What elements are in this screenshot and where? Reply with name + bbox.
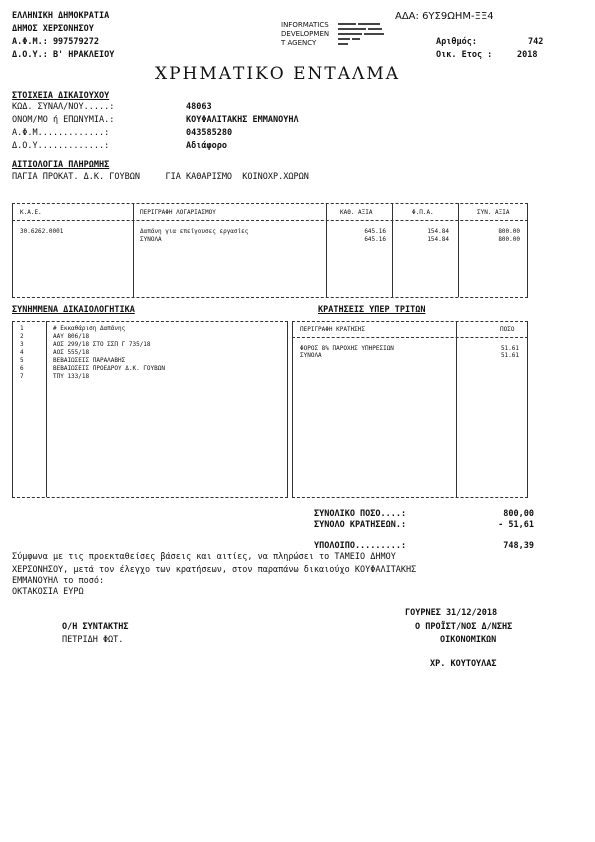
- head-name: ΧΡ. ΚΟΥΤΟΥΛΑΣ: [430, 659, 497, 669]
- document-number: 6: [20, 365, 24, 372]
- withholding-totals-amount: 51.61: [500, 352, 519, 359]
- head-department: ΟΙΚΟΝΟΜΙΚΩΝ: [440, 635, 497, 645]
- remaining-amount: 748,39: [503, 541, 534, 551]
- municipality-name: ΔΗΜΟΣ ΧΕΡΣΟΝΗΣΟΥ: [12, 24, 94, 34]
- remaining-label: ΥΠΟΛΟΙΠΟ.........:: [314, 541, 407, 551]
- logo-line-3: T AGENCY: [281, 39, 317, 47]
- beneficiary-name-label: ΟΝΟΜ/ΜΟ ή ΕΠΩΝΥΜΙΑ.:: [12, 115, 115, 125]
- reason-heading: ΑΙΤΙΟΛΟΓΙΑ ΠΛΗΡΩΜΗΣ: [12, 160, 110, 170]
- col-header-total: ΣΥΝ. ΑΞΙΑ: [477, 209, 510, 216]
- logo-line-1: INFORMATICS: [281, 21, 329, 29]
- document-number: 5: [20, 357, 24, 364]
- year-value: 2018: [517, 50, 538, 60]
- col-header-net: ΚΑΘ. ΑΞΙΑ: [340, 209, 373, 216]
- document-text: ΑΑΥ 806/18: [53, 333, 90, 340]
- total-amount-label: ΣΥΝΟΛΙΚΟ ΠΟΣΟ....:: [314, 509, 407, 519]
- amount-in-words: ΟΚΤΑΚΟΣΙΑ ΕΥΡΩ: [12, 587, 84, 597]
- withholdings-col-amount: ΠΟΣΟ: [500, 326, 515, 333]
- row-vat: 154.84: [427, 228, 449, 235]
- head-role: Ο ΠΡΟΪΣΤ/ΝΟΣ Δ/ΝΣΗΣ: [415, 622, 513, 632]
- total-amount: 800,00: [503, 509, 534, 519]
- logo-line-2: DEVELOPMEN: [281, 30, 330, 38]
- document-text: ΤΠΥ 133/18: [53, 373, 90, 380]
- row-desc: Δαπάνη για επείγουσες εργασίες: [140, 228, 249, 235]
- withholding-amount: 51.61: [500, 345, 519, 352]
- document-number: 2: [20, 333, 24, 340]
- beneficiary-code: 48063: [186, 102, 212, 112]
- number-label: Αριθμός:: [436, 37, 477, 47]
- statement-line-1: Σύμφωνα με τις προεκταθείσες βάσεις και αιτίες, να πληρώσει το ΤΑΜΕΙΟ ΔΗΜΟΥ: [12, 552, 396, 562]
- row-kae: 30.6262.0001: [20, 228, 64, 235]
- statement-line-2: ΧΕΡΣΟΝΗΣΟΥ, μετά τον έλεγχο των κρατήσεων, στον παραπάνω δικαιούχο ΚΟΥΦΑΛΙΤΑΚΗΣ: [12, 565, 417, 575]
- number-value: 742: [528, 37, 544, 47]
- totals-total: 800.00: [498, 236, 520, 243]
- logo: [281, 22, 411, 48]
- document-text: ΒΕΒΑΙΩΣΕΙΣ ΠΡΟΕΔΡΟΥ Δ.Κ. ΓΟΥΒΩΝ: [53, 365, 165, 372]
- author-name: ΠΕΤΡΙΔΗ ΦΩΤ.: [62, 635, 124, 645]
- row-net: 645.16: [364, 228, 386, 235]
- org-afm: Α.Φ.Μ.: 997579272: [12, 37, 99, 47]
- org-doy: Δ.Ο.Υ.: Β' ΗΡΑΚΛΕΙΟΥ: [12, 50, 115, 60]
- place-date: ΓΟΥΡΝΕΣ 31/12/2018: [405, 608, 498, 618]
- author-role: Ο/Η ΣΥΝΤΑΚΤΗΣ: [62, 622, 129, 632]
- totals-net: 645.16: [364, 236, 386, 243]
- total-withholdings-label: ΣΥΝΟΛΟ ΚΡΑΤΗΣΕΩΝ.:: [314, 520, 407, 530]
- document-number: 3: [20, 341, 24, 348]
- col-header-vat: Φ.Π.Α.: [412, 209, 434, 216]
- beneficiary-code-label: ΚΩΔ. ΣΥΝΑΛ/ΝΟΥ.....:: [12, 102, 115, 112]
- logo-mark-icon: [338, 22, 388, 48]
- org-name: ΕΛΛΗΝΙΚΗ ΔΗΜΟΚΡΑΤΙΑ: [12, 11, 110, 21]
- beneficiary-afm-label: Α.Φ.Μ.............:: [12, 128, 110, 138]
- year-label: Οικ. Ετος :: [436, 50, 493, 60]
- withholding-totals-label: ΣΥΝΟΛΑ: [300, 352, 322, 359]
- totals-vat: 154.84: [427, 236, 449, 243]
- document-number: 7: [20, 373, 24, 380]
- beneficiary-doy-label: Δ.Ο.Υ.............:: [12, 141, 110, 151]
- document-text: ΑΟΣ 555/18: [53, 349, 90, 356]
- totals-label: ΣΥΝΟΛΑ: [140, 236, 162, 243]
- document-text: # Εκκαθάριση Δαπάνης: [53, 325, 126, 332]
- ada-code: ΑΔΑ: 6ΥΣ9ΩΗΜ-ΞΞ4: [395, 11, 494, 22]
- document-number: 4: [20, 349, 24, 356]
- withholdings-col-desc: ΠΕΡΙΓΡΑΦΗ ΚΡΑΤΗΣΗΣ: [300, 326, 366, 333]
- beneficiary-heading: ΣΤΟΙΧΕΙΑ ΔΙΚΑΙΟΥΧΟΥ: [12, 91, 110, 101]
- statement-line-3: ΕΜΜΑΝΟΥΗΛ το ποσό:: [12, 576, 105, 586]
- beneficiary-afm: 043585280: [186, 128, 233, 138]
- beneficiary-name: ΚΟΥΦΑΛΙΤΑΚΗΣ ΕΜΜΑΝΟΥΗΛ: [186, 115, 299, 125]
- document-text: ΒΕΒΑΙΩΣΕΙΣ ΠΑΡΑΛΑΒΗΣ: [53, 357, 126, 364]
- beneficiary-doy: Αδιάφορο: [186, 141, 227, 151]
- withholdings-heading: ΚΡΑΤΗΣΕΙΣ ΥΠΕΡ ΤΡΙΤΩΝ: [318, 305, 426, 315]
- row-total: 800.00: [498, 228, 520, 235]
- document-title: ΧΡΗΜΑΤΙΚΟ ΕΝΤΑΛΜΑ: [155, 64, 401, 84]
- col-header-kae: Κ.Α.Ε.: [20, 209, 42, 216]
- document-number: 1: [20, 325, 24, 332]
- withholding-desc: ΦΟΡΟΣ 8% ΠΑΡΟΧΗΣ ΥΠΗΡΕΣΙΩΝ: [300, 345, 394, 352]
- document-text: ΑΟΣ 299/18 ΣΤΟ ΣΣΠ Γ 735/18: [53, 341, 151, 348]
- documents-heading: ΣΥΝΗΜΜΕΝΑ ΔΙΚΑΙΟΛΟΓΗΤΙΚΑ: [12, 305, 135, 315]
- col-header-desc: ΠΕΡΙΓΡΑΦΗ ΛΟΓΑΡΙΑΣΜΟΥ: [140, 209, 216, 216]
- reason-text: ΠΑΓΙΑ ΠΡΟΚΑΤ. Δ.Κ. ΓΟΥΒΩΝ ΓΙΑ ΚΑΘΑΡΙΣΜΟ ΚΟΙΝΟΧΡ.ΧΩΡΩΝ: [12, 172, 309, 182]
- total-withholdings: - 51,61: [498, 520, 534, 530]
